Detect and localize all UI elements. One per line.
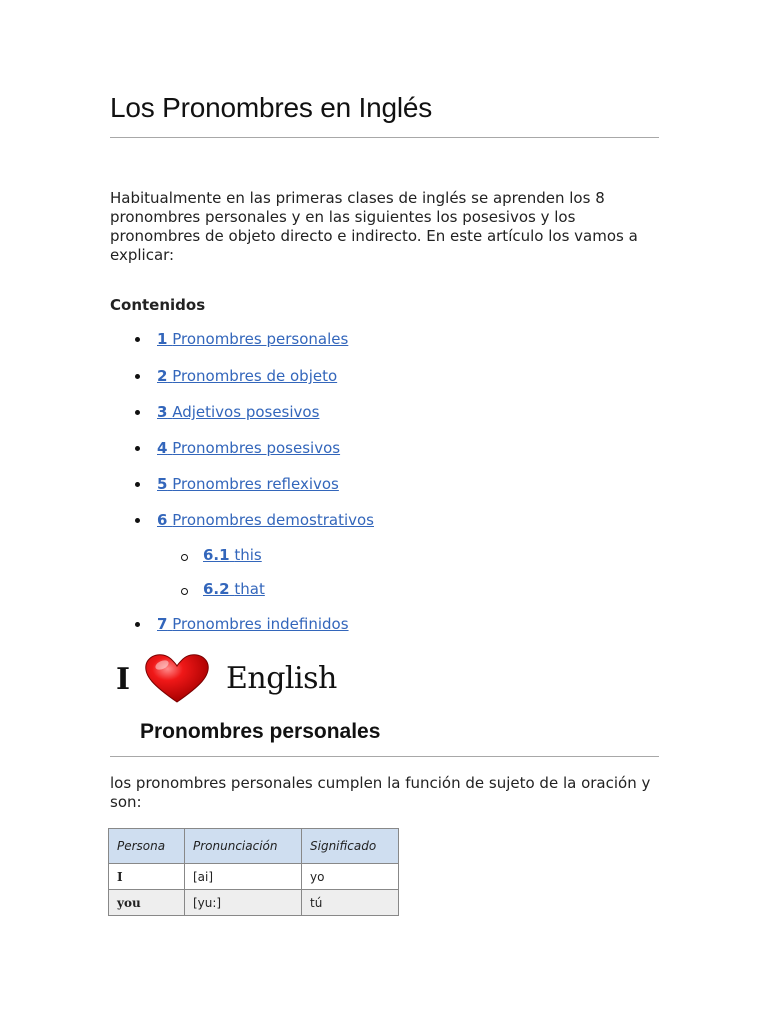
banner-english: English — [226, 661, 337, 696]
section-divider — [110, 756, 659, 757]
bullet-icon — [135, 337, 140, 342]
toc-link-4[interactable]: 4 Pronombres posesivos — [157, 439, 341, 457]
toc-item — [157, 511, 374, 529]
intro-paragraph: Habitualmente en las primeras clases de inglés se aprenden los 8 pronombres personales y en las siguientes los posesivos y los pronombres de objeto directo e indirecto. En este artículo los vamos a explicar: — [110, 189, 638, 264]
page-title: Los Pronombres en Inglés — [110, 92, 433, 123]
toc-heading: Contenidos — [110, 296, 206, 314]
circle-bullet-icon — [181, 588, 188, 595]
bullet-icon — [135, 518, 140, 523]
table-row — [109, 864, 399, 890]
table-header-row — [109, 829, 399, 864]
table-header: Persona — [109, 829, 185, 864]
table-cell: yo — [302, 864, 399, 890]
table-of-contents — [110, 0, 659, 640]
toc-item — [157, 367, 337, 385]
pronouns-table — [108, 828, 399, 916]
table-header: Significado — [302, 829, 399, 864]
i-love-english-banner — [116, 650, 346, 706]
heart-icon — [142, 652, 212, 704]
toc-link-6-2[interactable]: 6.2 that — [203, 580, 265, 598]
toc-link-5[interactable]: 5 Pronombres reflexivos — [157, 475, 339, 493]
toc-link-6[interactable]: 6 Pronombres demostrativos — [157, 511, 374, 529]
toc-link-7[interactable]: 7 Pronombres indefinidos — [157, 615, 349, 633]
table-cell: you — [109, 890, 185, 916]
toc-item — [157, 615, 349, 633]
toc-item — [157, 403, 319, 421]
banner-i: I — [116, 662, 131, 697]
table-cell: tú — [302, 890, 399, 916]
table-cell: [yu:] — [185, 890, 302, 916]
circle-bullet-icon — [181, 554, 188, 561]
toc-item — [157, 439, 340, 457]
toc-link-1[interactable]: 1 Pronombres personales — [157, 330, 349, 348]
toc-link-6-1[interactable]: 6.1 this — [203, 546, 262, 564]
bullet-icon — [135, 374, 140, 379]
toc-item — [157, 475, 339, 493]
bullet-icon — [135, 410, 140, 415]
section-paragraph: los pronombres personales cumplen la función de sujeto de la oración y son: — [110, 774, 651, 811]
bullet-icon — [135, 446, 140, 451]
bullet-icon — [135, 622, 140, 627]
section-heading: Pronombres personales — [140, 720, 381, 743]
toc-subitem — [203, 580, 265, 598]
table-cell: I — [109, 864, 185, 890]
table-cell: [ai] — [185, 864, 302, 890]
toc-subitem — [203, 546, 262, 564]
toc-link-3[interactable]: 3 Adjetivos posesivos — [157, 403, 320, 421]
table-header: Pronunciación — [185, 829, 302, 864]
table-row — [109, 890, 399, 916]
toc-item — [157, 330, 348, 348]
bullet-icon — [135, 482, 140, 487]
toc-link-2[interactable]: 2 Pronombres de objeto — [157, 367, 338, 385]
